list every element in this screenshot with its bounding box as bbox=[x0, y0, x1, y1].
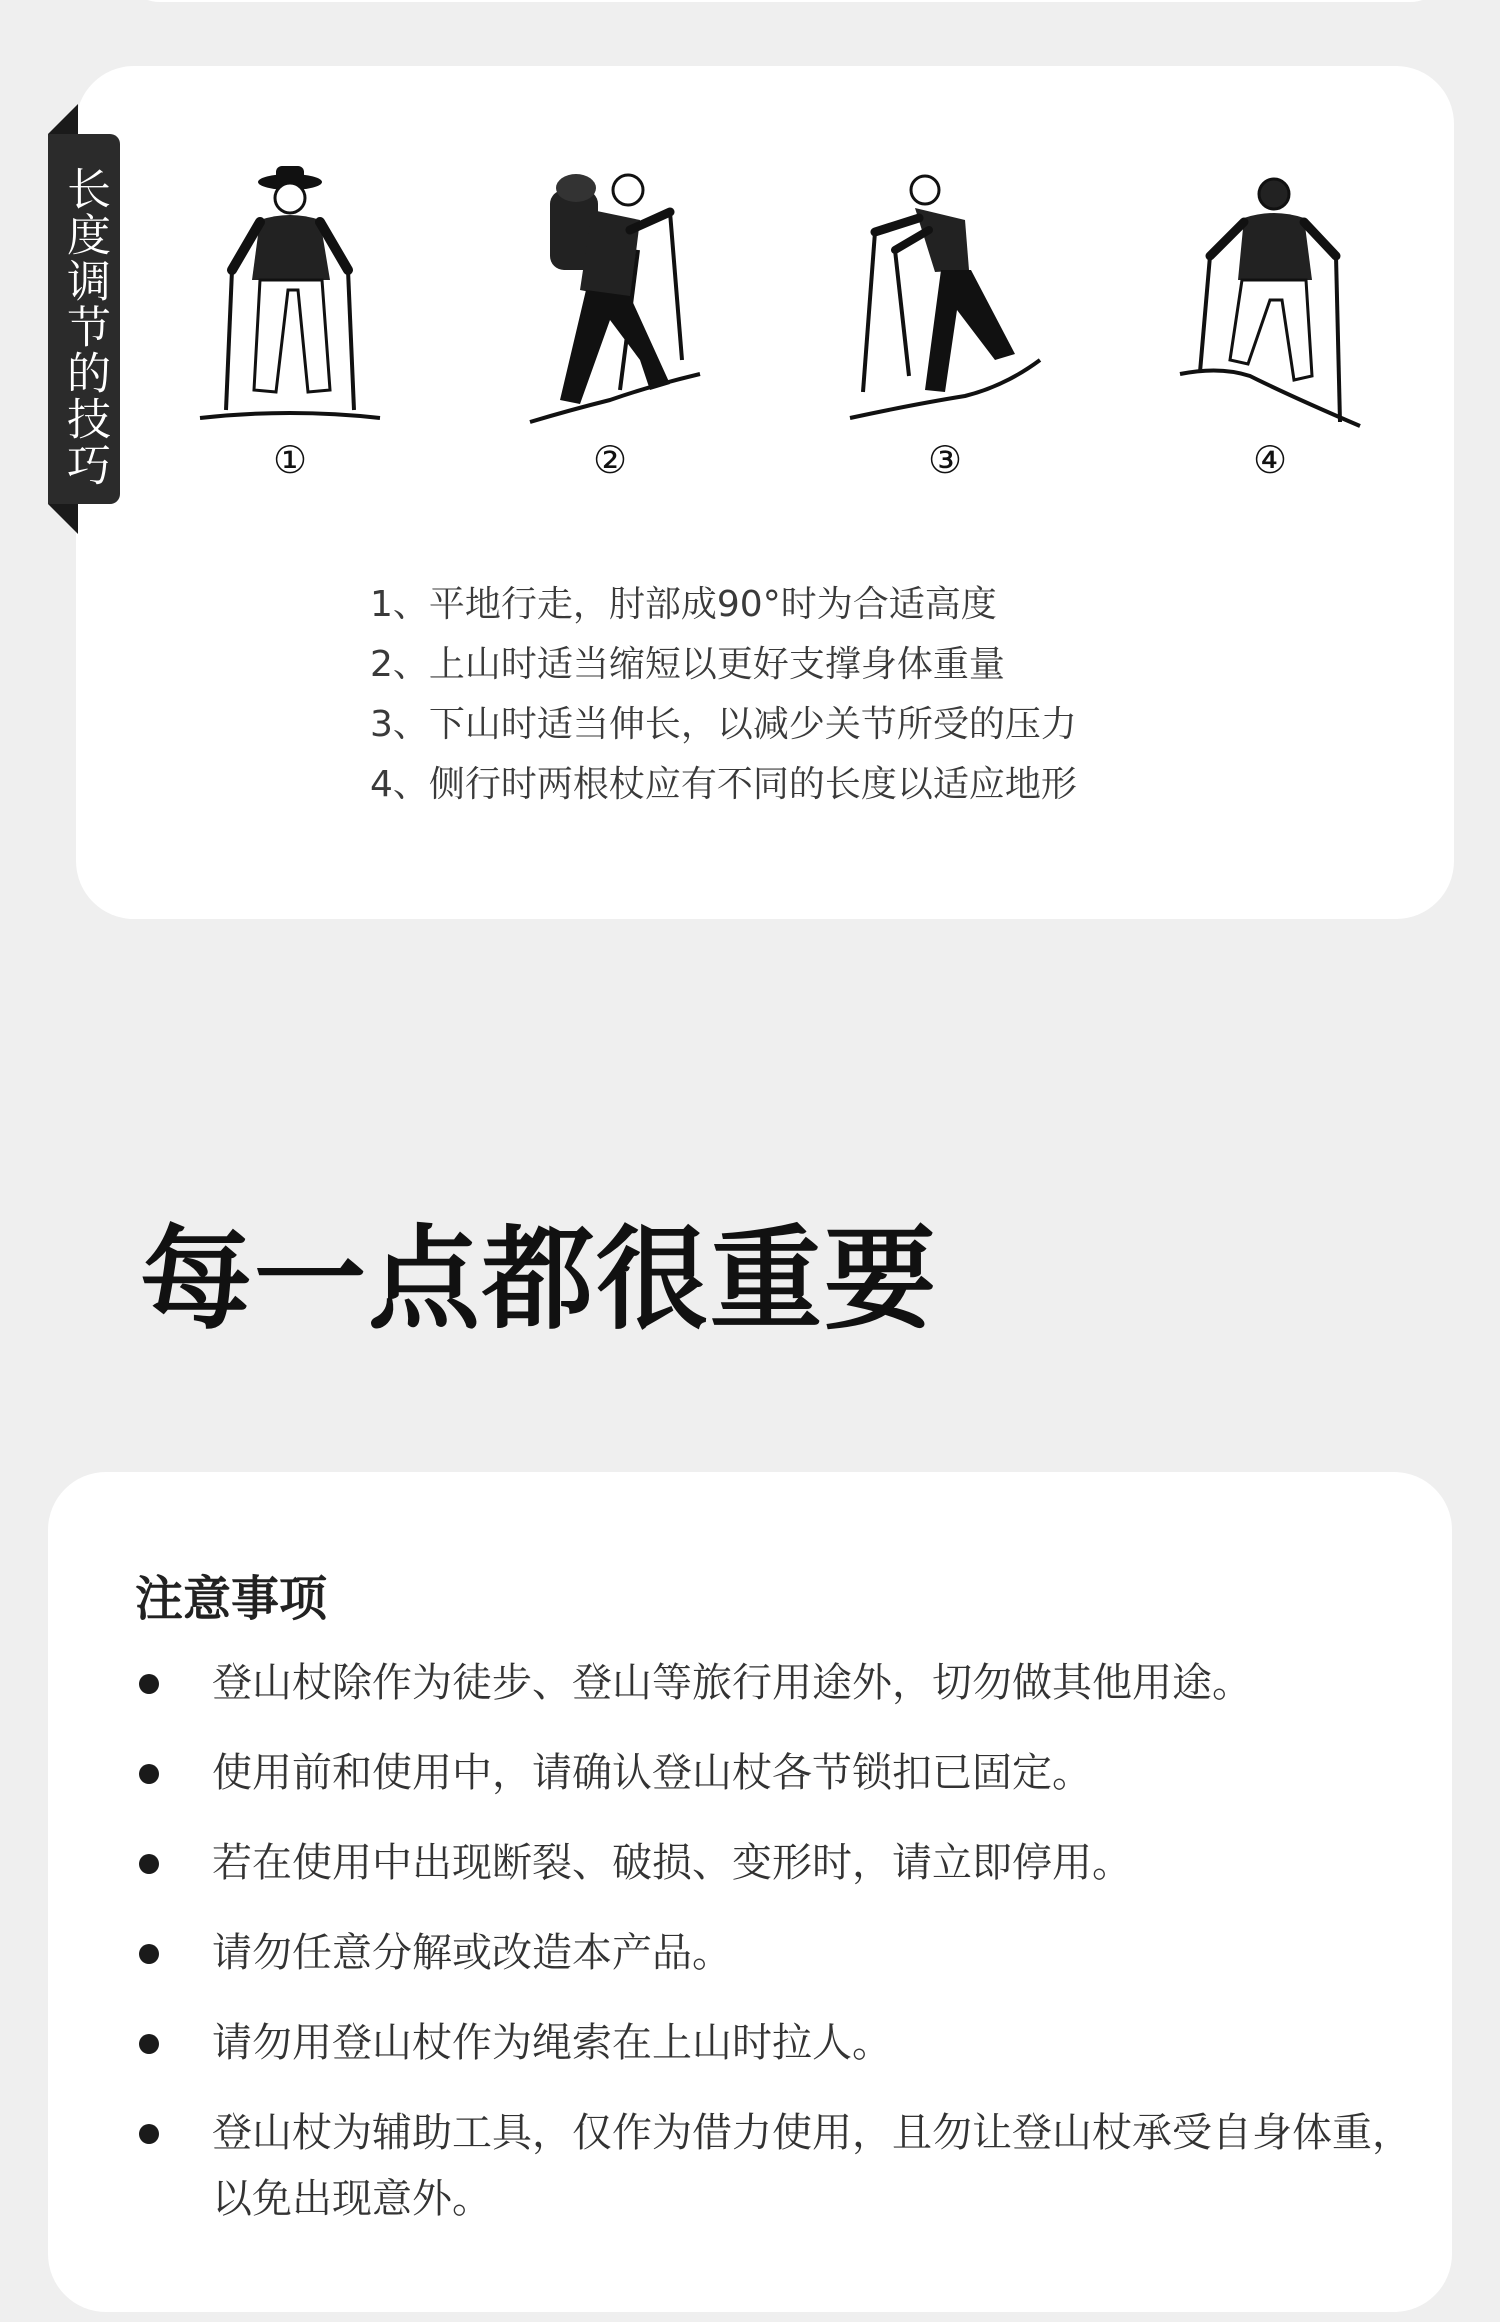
list-item bbox=[135, 2010, 1425, 2076]
previous-card-edge bbox=[120, 0, 1450, 2]
bullet-icon bbox=[139, 2124, 159, 2144]
note-text: 登山杖除作为徒步、登山等旅行用途外，切勿做其他用途。 bbox=[212, 1660, 1252, 1706]
list-item bbox=[135, 1920, 1425, 1986]
tip-item: 2、上山时适当缩短以更好支撑身体重量 bbox=[370, 644, 1005, 685]
figure-3-number: ③ bbox=[927, 438, 963, 482]
hiker-uphill-icon bbox=[510, 160, 710, 440]
bullet-icon bbox=[139, 1944, 159, 1964]
notes-title: 注意事项 bbox=[135, 1571, 328, 1627]
figure-3 bbox=[845, 160, 1045, 500]
tip-item: 3、下山时适当伸长，以减少关节所受的压力 bbox=[370, 704, 1077, 745]
notes-list bbox=[135, 1650, 1425, 2256]
hiking-illustrations bbox=[190, 160, 1370, 500]
list-item bbox=[135, 1830, 1425, 1896]
note-text: 请勿任意分解或改造本产品。 bbox=[212, 1930, 732, 1976]
bullet-icon bbox=[139, 1854, 159, 1874]
hiker-flat-walk-icon bbox=[190, 160, 390, 440]
section-tab-label: 长度调节的技巧 bbox=[59, 166, 110, 488]
list-item bbox=[135, 1740, 1425, 1806]
tip-item: 1、平地行走，肘部成90°时为合适高度 bbox=[370, 584, 997, 625]
list-item bbox=[135, 1650, 1425, 1716]
bullet-icon bbox=[139, 1764, 159, 1784]
figure-1-number: ① bbox=[272, 438, 308, 482]
tab-fold-bottom bbox=[48, 504, 78, 534]
note-text: 请勿用登山杖作为绳索在上山时拉人。 bbox=[212, 2020, 892, 2066]
page-headline: 每一点都很重要 bbox=[140, 1215, 938, 1345]
note-text: 使用前和使用中，请确认登山杖各节锁扣已固定。 bbox=[212, 1750, 1092, 1796]
note-text: 若在使用中出现断裂、破损、变形时，请立即停用。 bbox=[212, 1840, 1132, 1886]
figure-1 bbox=[190, 160, 390, 500]
section-tab bbox=[48, 104, 120, 534]
figure-2-number: ② bbox=[592, 438, 628, 482]
figure-4 bbox=[1170, 160, 1370, 500]
figure-2 bbox=[510, 160, 710, 500]
bullet-icon bbox=[139, 2034, 159, 2054]
bullet-icon bbox=[139, 1674, 159, 1694]
note-text: 登山杖为辅助工具，仅作为借力使用，且勿让登山杖承受自身体重，以免出现意外。 bbox=[212, 2110, 1412, 2222]
tab-fold-top bbox=[48, 104, 78, 134]
hiker-downhill-icon bbox=[845, 160, 1045, 440]
figure-4-number: ④ bbox=[1252, 438, 1288, 482]
tip-item: 4、侧行时两根杖应有不同的长度以适应地形 bbox=[370, 764, 1077, 805]
tips-list bbox=[370, 575, 1270, 815]
hiker-sidehill-icon bbox=[1170, 160, 1370, 440]
list-item bbox=[135, 2100, 1425, 2232]
